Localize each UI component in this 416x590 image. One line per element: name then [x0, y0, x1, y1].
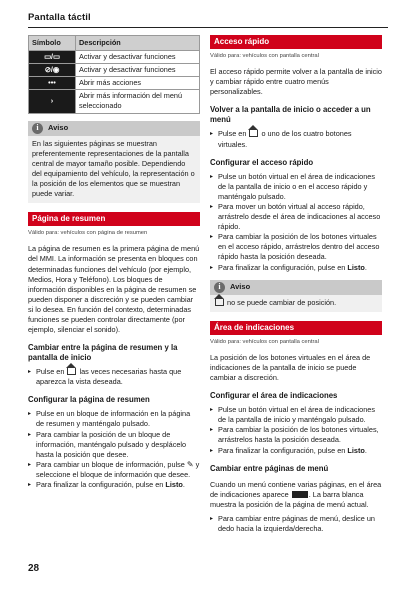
list-item: ▸ Para finalizar la configuración, pulse en Listo. — [210, 263, 382, 273]
list-item: ▸ Para cambiar entre páginas de menú, deslice un dedo hacia la izquierda/derecha. — [210, 514, 382, 534]
heading-configurar-area: Configurar el área de indicaciones — [210, 391, 338, 401]
right-column — [210, 35, 382, 534]
table-cell-description: Activar y desactivar funciones — [76, 51, 200, 64]
table-row — [29, 77, 200, 90]
acceso-intro: El acceso rápido permite volver a la pantalla de inicio y cambiar rápido entre cuatro menús personalizables. — [210, 67, 382, 97]
validity-note: Válido para: vehículos con pantalla central — [210, 53, 319, 60]
more-actions-icon: ••• — [29, 77, 76, 90]
list-configurar-area — [210, 405, 382, 455]
table-header-description: Descripción — [76, 36, 200, 51]
notice-body: no se puede cambiar de posición. — [210, 295, 382, 312]
area-intro: La posición de los botones virtuales en el área de indicaciones de la pantalla de inicio se puede cambiar a discreción. — [210, 352, 371, 383]
list-item: ▸ Pulse en un bloque de información en la página de resumen y manténgalo pulsado. — [28, 409, 200, 429]
chevron-right-icon: › — [29, 90, 76, 113]
home-icon — [215, 299, 224, 306]
home-icon — [67, 368, 76, 375]
notice-header — [210, 280, 382, 295]
page-indicator-icon — [292, 491, 308, 498]
symbol-table — [28, 35, 200, 114]
edit-pencil-icon: ✎ — [186, 459, 194, 469]
notice-title: Aviso — [48, 123, 69, 133]
cambiar-paginas-text: Cuando un menú contiene varias páginas, en el área de indicaciones aparece . La barra blanca muestra la posición de la página de menú actual. — [210, 479, 382, 509]
radio-toggle-icon: ⊘/◉ — [29, 64, 76, 77]
list-item: ▸ Pulse en o uno de los cuatro botones virtuales. — [210, 129, 382, 149]
validity-note: Válido para: vehículos con página de resumen — [28, 230, 148, 237]
info-icon: i — [32, 123, 43, 134]
list-item: ▸ Para finalizar la configuración, pulse en Listo. — [28, 480, 200, 490]
heading-cambiar-resumen: Cambiar entre la página de resumen y la pantalla de inicio — [28, 343, 178, 363]
home-icon — [249, 130, 258, 137]
validity-note: Válido para: vehículos con pantalla central — [210, 338, 319, 345]
list-item: ▸ Para cambiar un bloque de información, pulse ✎ y seleccione el bloque de información que desee. — [28, 460, 200, 480]
list-item: ▸ Para mover un botón virtual al acceso rápido, arrástrelo desde el área de indicaciones al acceso rápido. — [210, 202, 382, 232]
notice-body: En las siguientes páginas se muestran preferentemente representaciones de la pantalla central de mayor tamaño posible. Dependiendo del equipamiento del vehículo, la representación o la posición de los elementos que se muestran puede variar. — [32, 138, 195, 199]
heading-configurar-acceso: Configurar el acceso rápido — [210, 157, 314, 167]
list-cambiar-paginas — [210, 514, 382, 534]
notice-header — [28, 121, 200, 136]
list-configurar-resumen — [28, 409, 200, 490]
toggle-switch-icon: ▭/▭ — [29, 51, 76, 64]
table-row — [29, 51, 200, 64]
header-rule — [28, 27, 388, 28]
list-item: ▸ Pulse un botón virtual en el área de indicaciones de la pantalla de inicio y manténgalo pulsado. — [210, 405, 382, 425]
list-item: ▸ Pulse en las veces necesarias hasta que aparezca la vista deseada. — [28, 367, 200, 387]
notice-box — [28, 121, 200, 204]
page-header: Pantalla táctil — [28, 12, 91, 23]
page-number: 28 — [28, 563, 40, 574]
list-item: ▸ Pulse un botón virtual en el área de indicaciones de la pantalla de inicio o en el acceso rápido y manténgalo pulsado. — [210, 172, 382, 202]
list-item: ▸ Para cambiar la posición de los botones virtuales, arrástrelos hasta la posición deseada. — [210, 425, 382, 445]
resumen-intro: La página de resumen es la primera página de menú del MMI. La información se presenta en bloques con determinadas funciones del vehículo (por ejemplo, Medios, Hora y Teléfono). Los bloques de información disponibles en la página de resumen se pueden disponer a discreción y se pueden cambiar si lo desea. En función del contexto, determinadas funciones se pueden controlar directamente (por ejemplo, silenciar el sonido). — [28, 244, 200, 335]
notice-box — [210, 280, 382, 312]
section-title-acceso: Acceso rápido — [210, 35, 382, 49]
list-configurar-acceso — [210, 172, 382, 273]
section-title-resumen: Página de resumen — [28, 212, 200, 226]
heading-cambiar-paginas: Cambiar entre páginas de menú — [210, 463, 329, 473]
heading-volver: Volver a la pantalla de inicio o acceder a un menú — [210, 105, 371, 125]
table-header-symbol: Símbolo — [29, 36, 76, 51]
list-item: ▸ Para cambiar la posición de un bloque de información, manténgalo pulsado y desplácelo hasta la posición que desee. — [28, 430, 200, 460]
info-icon: i — [214, 282, 225, 293]
left-column — [28, 35, 200, 490]
heading-configurar-resumen: Configurar la página de resumen — [28, 395, 150, 405]
list-item: ▸ Para cambiar la posición de los botones virtuales en el acceso rápido, arrástrelos dentro del acceso rápido hasta la posición deseada. — [210, 232, 382, 262]
section-title-area: Área de indicaciones — [210, 321, 382, 335]
table-row — [29, 64, 200, 77]
notice-title: Aviso — [230, 282, 251, 292]
list-cambiar-resumen — [28, 367, 200, 387]
table-cell-description: Activar y desactivar funciones — [76, 64, 200, 77]
table-cell-description: Abrir más acciones — [76, 77, 200, 90]
list-item: ▸ Para finalizar la configuración, pulse en Listo. — [210, 446, 382, 456]
table-cell-description: Abrir más información del menú seleccionado — [76, 90, 200, 113]
list-volver — [210, 129, 382, 149]
table-row — [29, 90, 200, 113]
